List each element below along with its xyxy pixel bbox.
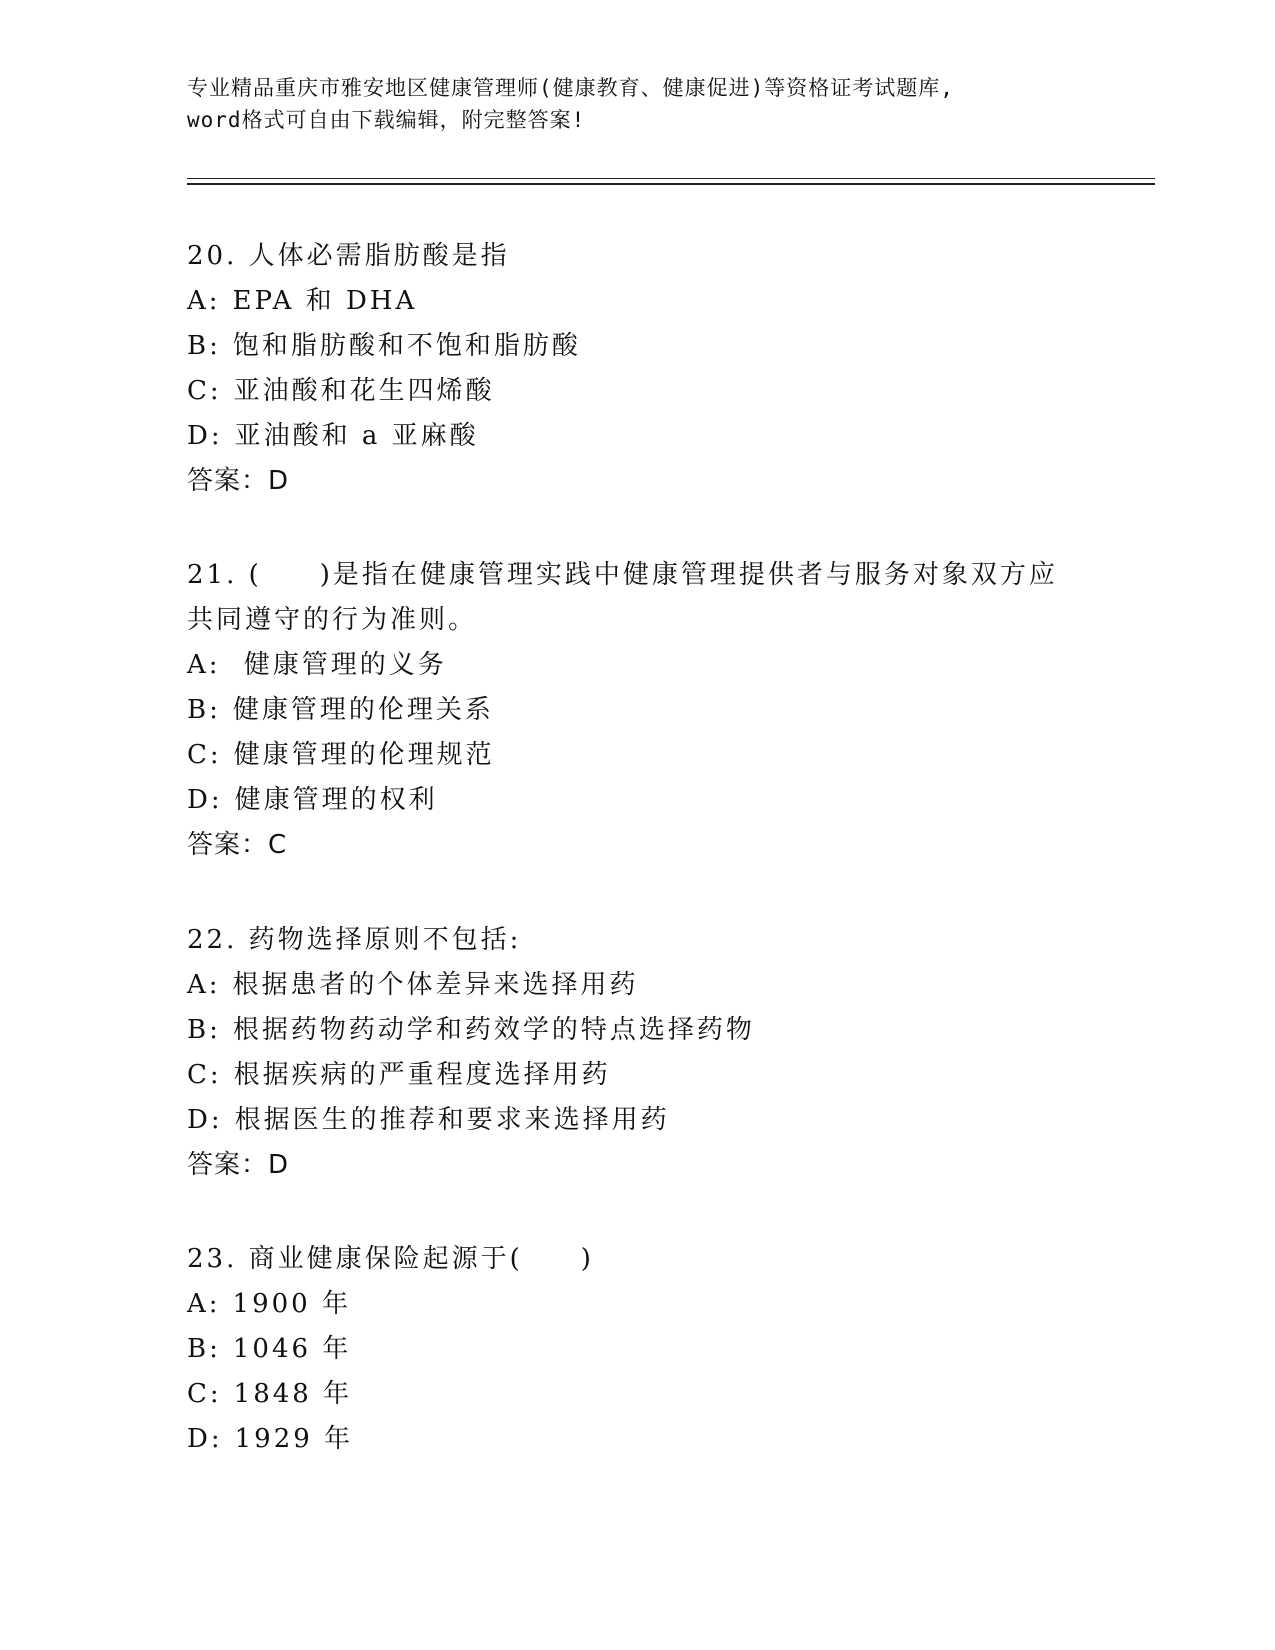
option-b (187, 1008, 755, 1053)
option-text: 健康管理的伦理规范 (233, 740, 495, 770)
question-title: 20. 人体必需脂肪酸是指 (187, 241, 510, 271)
option-text: 饱和脂肪酸和不饱和脂肪酸 (232, 331, 581, 361)
option-letter: C: (187, 376, 222, 406)
option-letter: D: (187, 1105, 223, 1135)
option-letter: D: (187, 1424, 223, 1454)
option-text: EPA 和 DHA (232, 286, 418, 316)
option-letter: C: (187, 1379, 222, 1409)
option-text: 1046 年 (232, 1334, 352, 1364)
option-d (187, 1417, 594, 1462)
document-header (187, 72, 1087, 136)
question-21 (187, 553, 1067, 868)
header-divider-thick (187, 183, 1155, 185)
option-b (187, 1327, 594, 1372)
option-a (187, 279, 581, 324)
option-a (187, 643, 1067, 688)
option-c (187, 369, 581, 414)
option-letter: C: (187, 740, 222, 770)
option-letter: D: (187, 421, 223, 451)
option-text: 亚油酸和花生四烯酸 (233, 376, 495, 406)
option-text: 根据药物药动学和药效学的特点选择药物 (232, 1015, 755, 1045)
option-text: 1929 年 (234, 1424, 354, 1454)
option-text: 根据医生的推荐和要求来选择用药 (234, 1105, 670, 1135)
option-c (187, 1053, 755, 1098)
option-text: 健康管理的伦理关系 (232, 695, 494, 725)
header-line-2: word格式可自由下载编辑，附完整答案! (187, 108, 586, 132)
option-b (187, 324, 581, 369)
answer: 答案：C (187, 830, 288, 860)
question-20 (187, 234, 581, 504)
option-letter: A: (187, 286, 221, 316)
option-letter: A: (187, 650, 221, 680)
header-divider-thin (187, 178, 1155, 179)
option-letter: A: (187, 970, 221, 1000)
header-line-1: 专业精品重庆市雅安地区健康管理师(健康教育、健康促进)等资格证考试题库, (187, 76, 954, 100)
option-letter: D: (187, 785, 223, 815)
option-c (187, 733, 1067, 778)
option-d (187, 414, 581, 459)
answer: 答案：D (187, 466, 290, 496)
option-text: 健康管理的义务 (232, 650, 447, 680)
option-text: 根据疾病的严重程度选择用药 (233, 1060, 611, 1090)
option-letter: B: (187, 1334, 221, 1364)
option-letter: B: (187, 1015, 221, 1045)
option-d (187, 1098, 755, 1143)
option-text: 健康管理的权利 (234, 785, 438, 815)
option-b (187, 688, 1067, 733)
option-letter: B: (187, 695, 221, 725)
option-a (187, 1282, 594, 1327)
answer: 答案：D (187, 1150, 290, 1180)
question-title: 21. ( )是指在健康管理实践中健康管理提供者与服务对象双方应共同遵守的行为准则。 (187, 560, 1058, 635)
question-23 (187, 1237, 594, 1462)
option-text: 1848 年 (233, 1379, 353, 1409)
question-22 (187, 918, 755, 1188)
option-letter: B: (187, 331, 221, 361)
question-title: 23. 商业健康保险起源于( ) (187, 1244, 594, 1274)
question-title: 22. 药物选择原则不包括: (187, 925, 522, 955)
option-letter: A: (187, 1289, 221, 1319)
option-a (187, 963, 755, 1008)
option-letter: C: (187, 1060, 222, 1090)
option-text: 1900 年 (232, 1289, 351, 1319)
option-c (187, 1372, 594, 1417)
option-text: 亚油酸和 a 亚麻酸 (234, 421, 479, 451)
option-d (187, 778, 1067, 823)
option-text: 根据患者的个体差异来选择用药 (232, 970, 639, 1000)
